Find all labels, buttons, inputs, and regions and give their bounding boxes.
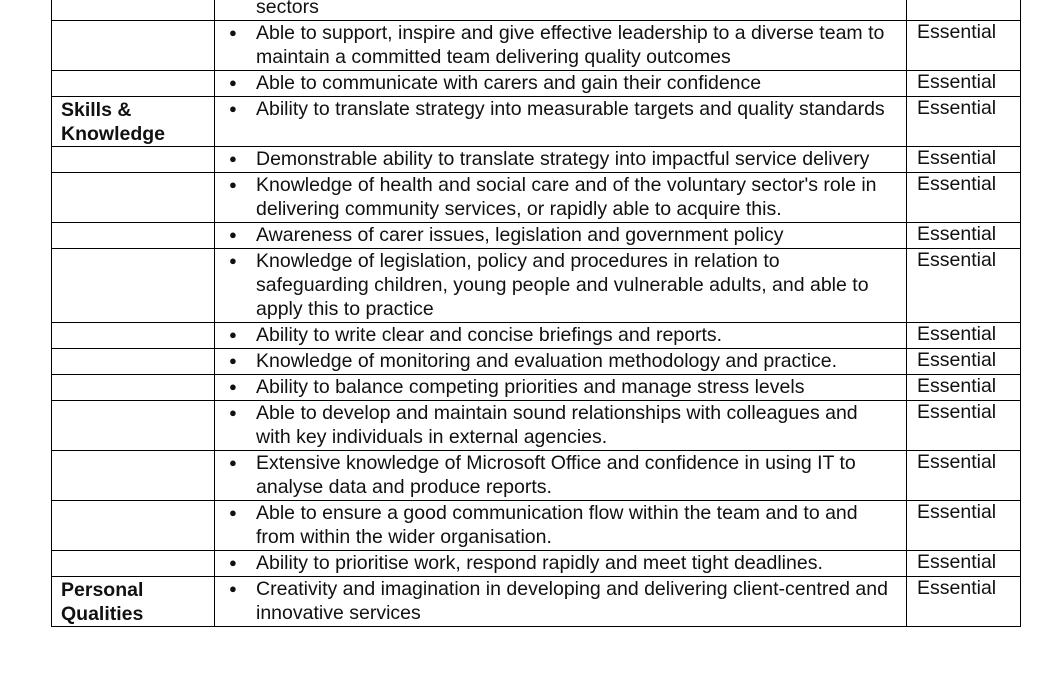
- criterion-text: Knowledge of health and social care and of the voluntary sector's role in delivering community services, or rapidly able to acquire this.: [256, 174, 877, 220]
- description-cell: [215, 551, 907, 577]
- table-row: [52, 147, 1021, 173]
- description-cell: [215, 577, 907, 627]
- requirement-cell: Essential: [907, 577, 1021, 627]
- criterion-text: Knowledge of monitoring and evaluation methodology and practice.: [256, 350, 838, 372]
- criterion-item: [229, 551, 894, 575]
- criterion-text: Ability to write clear and concise briefings and reports.: [256, 324, 723, 346]
- description-cell: [215, 21, 907, 71]
- table-row: [52, 173, 1021, 223]
- category-cell: Personal Qualities: [52, 577, 215, 627]
- description-cell: [215, 147, 907, 173]
- category-cell: [52, 173, 215, 223]
- bullet-icon: ●: [229, 253, 237, 268]
- table-row: [52, 551, 1021, 577]
- requirement-cell: Essential: [907, 147, 1021, 173]
- bullet-icon: ●: [229, 101, 237, 116]
- bullet-icon: ●: [229, 353, 237, 368]
- category-cell: [52, 375, 215, 401]
- bullet-icon: ●: [229, 379, 237, 394]
- category-cell: [52, 223, 215, 249]
- table-row: [52, 375, 1021, 401]
- requirement-cell: Essential: [907, 551, 1021, 577]
- category-cell: [52, 147, 215, 173]
- table-row: [52, 501, 1021, 551]
- category-cell: [52, 501, 215, 551]
- bullet-icon: ●: [229, 505, 237, 520]
- requirement-cell: Essential: [907, 97, 1021, 147]
- description-cell: [215, 349, 907, 375]
- table-row: [52, 323, 1021, 349]
- criterion-item: [229, 375, 894, 399]
- criterion-text: Knowledge of legislation, policy and procedures in relation to safeguarding children, young people and vulnerable adults, and able to apply this to practice: [256, 250, 869, 320]
- requirement-cell: Essential: [907, 349, 1021, 375]
- bullet-icon: ●: [229, 327, 237, 342]
- table-row: [52, 21, 1021, 71]
- category-cell: [52, 71, 215, 97]
- requirement-cell: Essential: [907, 323, 1021, 349]
- table-row: [52, 401, 1021, 451]
- category-cell: [52, 551, 215, 577]
- category-cell: [52, 349, 215, 375]
- criterion-item: [229, 451, 894, 499]
- criterion-item: [229, 249, 894, 321]
- table-row: [52, 0, 1021, 21]
- requirement-cell: Essential: [907, 21, 1021, 71]
- category-cell: [52, 401, 215, 451]
- category-cell: [52, 0, 215, 21]
- criterion-text: Able to develop and maintain sound relationships with colleagues and with key individuals in external agencies.: [256, 402, 858, 448]
- bullet-icon: ●: [229, 555, 237, 570]
- bullet-icon: ●: [229, 75, 237, 90]
- requirement-cell: Essential: [907, 401, 1021, 451]
- bullet-icon: ●: [229, 25, 237, 40]
- description-cell: [215, 323, 907, 349]
- criterion-text: Able to ensure a good communication flow within the team and to and from within the wider organisation.: [256, 502, 858, 548]
- requirement-cell: Essential: [907, 249, 1021, 323]
- criterion-text: Creativity and imagination in developing and delivering client-centred and innovative services: [256, 578, 888, 624]
- description-cell: [215, 71, 907, 97]
- description-cell: [215, 401, 907, 451]
- requirement-cell: Essential: [907, 223, 1021, 249]
- bullet-icon: ●: [229, 455, 237, 470]
- criterion-item: [229, 173, 894, 221]
- description-cell: [215, 223, 907, 249]
- criterion-item: [229, 0, 894, 19]
- requirement-cell: Essential: [907, 451, 1021, 501]
- criterion-item: [229, 349, 894, 373]
- criterion-item: [229, 577, 894, 625]
- criterion-item: [229, 501, 894, 549]
- criterion-item: [229, 21, 894, 69]
- table-row: [52, 451, 1021, 501]
- category-cell: [52, 21, 215, 71]
- criterion-text: Extensive knowledge of Microsoft Office and confidence in using IT to analyse data and produce reports.: [256, 452, 856, 498]
- description-cell: [215, 501, 907, 551]
- table-row: [52, 71, 1021, 97]
- criterion-text: Ability to translate strategy into measurable targets and quality standards: [256, 98, 885, 120]
- bullet-icon: ●: [229, 227, 237, 242]
- requirement-cell: [907, 0, 1021, 21]
- description-cell: [215, 375, 907, 401]
- requirement-cell: Essential: [907, 71, 1021, 97]
- table-row: [52, 223, 1021, 249]
- bullet-icon: ●: [229, 151, 237, 166]
- category-cell: [52, 451, 215, 501]
- person-specification-table: [51, 0, 1021, 627]
- table-row: [52, 349, 1021, 375]
- bullet-icon: ●: [229, 405, 237, 420]
- description-cell: [215, 249, 907, 323]
- criterion-item: [229, 71, 894, 95]
- category-cell: Skills & Knowledge: [52, 97, 215, 147]
- description-cell: [215, 173, 907, 223]
- description-cell: [215, 97, 907, 147]
- criterion-item: [229, 147, 894, 171]
- description-cell: [215, 451, 907, 501]
- criterion-item: [229, 97, 894, 121]
- criterion-text: Awareness of carer issues, legislation and government policy: [256, 224, 784, 246]
- criterion-item: [229, 401, 894, 449]
- criterion-text: Able to communicate with carers and gain their confidence: [256, 72, 762, 94]
- requirement-cell: Essential: [907, 501, 1021, 551]
- criterion-text: Demonstrable ability to translate strategy into impactful service delivery: [256, 148, 870, 170]
- table-body: [52, 0, 1021, 627]
- table-row: [52, 97, 1021, 147]
- table-row: [52, 577, 1021, 627]
- bullet-icon: ●: [229, 581, 237, 596]
- table-row: [52, 249, 1021, 323]
- criterion-item: [229, 223, 894, 247]
- criterion-text: Able to support, inspire and give effective leadership to a diverse team to maintain a committed team delivering quality outcomes: [256, 22, 885, 68]
- bullet-icon: ●: [229, 177, 237, 192]
- criterion-item: [229, 323, 894, 347]
- requirement-cell: Essential: [907, 375, 1021, 401]
- criterion-text: Ability to prioritise work, respond rapidly and meet tight deadlines.: [256, 552, 823, 574]
- requirement-cell: Essential: [907, 173, 1021, 223]
- category-cell: [52, 249, 215, 323]
- category-cell: [52, 323, 215, 349]
- criterion-text: Ability to balance competing priorities and manage stress levels: [256, 376, 805, 398]
- description-cell: [215, 0, 907, 21]
- criterion-text: sectors: [256, 0, 319, 18]
